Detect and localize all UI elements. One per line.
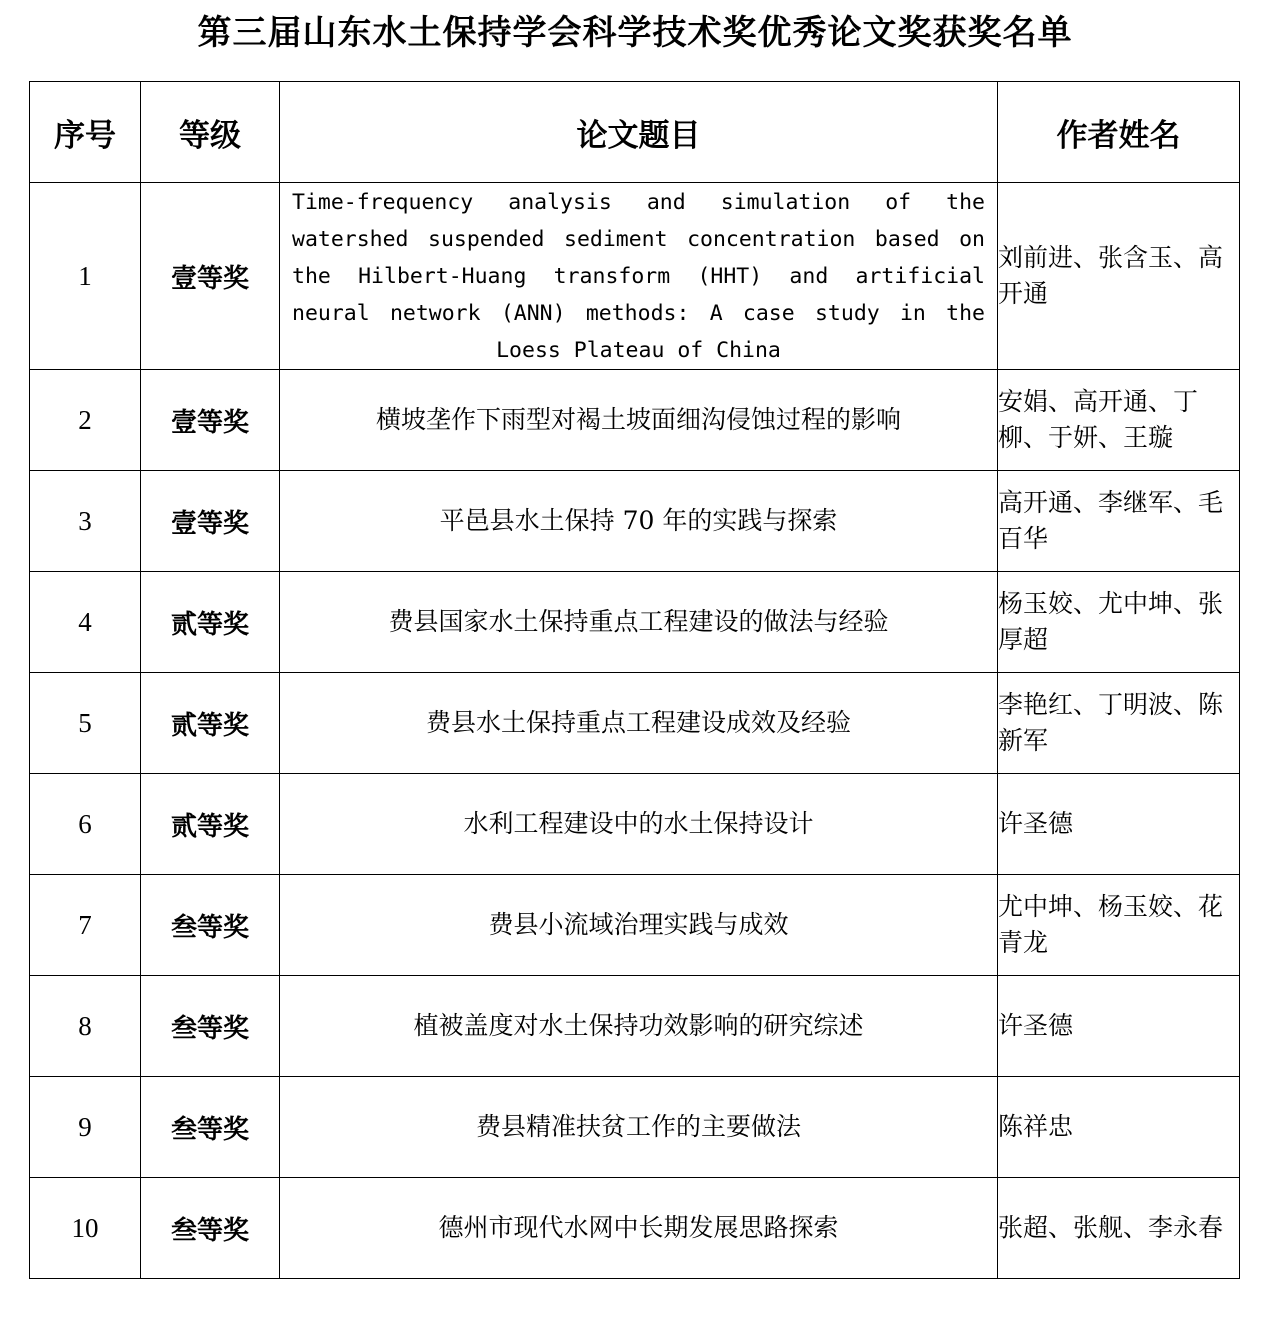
row-number: 1: [30, 183, 141, 370]
table-row: [30, 875, 1240, 976]
row-number: 9: [30, 1077, 141, 1178]
paper-title: 费县水土保持重点工程建设成效及经验: [280, 673, 998, 774]
award-grade: 叁等奖: [141, 1077, 280, 1178]
author-names: 安娟、高开通、丁柳、于妍、王璇: [998, 370, 1240, 471]
author-names: 李艳红、丁明波、陈新军: [998, 673, 1240, 774]
author-names: 高开通、李继军、毛百华: [998, 471, 1240, 572]
author-names: 陈祥忠: [998, 1077, 1240, 1178]
table-row: [30, 1077, 1240, 1178]
row-number: 8: [30, 976, 141, 1077]
header-title: 论文题目: [280, 82, 998, 183]
row-number: 2: [30, 370, 141, 471]
award-table: [29, 81, 1240, 1279]
award-grade: 贰等奖: [141, 572, 280, 673]
author-names: 许圣德: [998, 774, 1240, 875]
header-no: 序号: [30, 82, 141, 183]
row-number: 3: [30, 471, 141, 572]
document-title: 第三届山东水土保持学会科学技术奖优秀论文奖获奖名单: [197, 13, 1073, 53]
author-names: 杨玉姣、尤中坤、张厚超: [998, 572, 1240, 673]
paper-title: 横坡垄作下雨型对褐土坡面细沟侵蚀过程的影响: [280, 370, 998, 471]
table-row: [30, 370, 1240, 471]
paper-title: 平邑县水土保持 70 年的实践与探索: [280, 471, 998, 572]
row-number: 10: [30, 1178, 141, 1279]
row-number: 5: [30, 673, 141, 774]
table-row: [30, 471, 1240, 572]
table-row: [30, 673, 1240, 774]
paper-title: 费县精准扶贫工作的主要做法: [280, 1077, 998, 1178]
paper-title: 德州市现代水网中长期发展思路探索: [280, 1178, 998, 1279]
paper-title: 水利工程建设中的水土保持设计: [280, 774, 998, 875]
table-header-row: [30, 82, 1240, 183]
author-names: 尤中坤、杨玉姣、花青龙: [998, 875, 1240, 976]
row-number: 6: [30, 774, 141, 875]
award-grade: 壹等奖: [141, 183, 280, 370]
author-names: 张超、张舰、李永春: [998, 1178, 1240, 1279]
award-grade: 贰等奖: [141, 774, 280, 875]
table-row: [30, 1178, 1240, 1279]
award-grade: 叁等奖: [141, 875, 280, 976]
paper-title: 费县小流域治理实践与成效: [280, 875, 998, 976]
award-grade: 叁等奖: [141, 1178, 280, 1279]
award-grade: 叁等奖: [141, 976, 280, 1077]
award-grade: 壹等奖: [141, 370, 280, 471]
row-number: 4: [30, 572, 141, 673]
award-grade: 壹等奖: [141, 471, 280, 572]
table-row: [30, 774, 1240, 875]
author-names: 刘前进、张含玉、高开通: [998, 183, 1240, 370]
table-row: [30, 572, 1240, 673]
header-authors: 作者姓名: [998, 82, 1240, 183]
table-row: [30, 976, 1240, 1077]
table-row: [30, 183, 1240, 370]
paper-title: 费县国家水土保持重点工程建设的做法与经验: [280, 572, 998, 673]
author-names: 许圣德: [998, 976, 1240, 1077]
row-number: 7: [30, 875, 141, 976]
paper-title: 植被盖度对水土保持功效影响的研究综述: [280, 976, 998, 1077]
paper-title: Time-frequency analysis and simulation of the watershed suspended sediment concentration based on the Hilbert-Huang transform (HHT) and artificial neural network (ANN) methods: A case study in the Loess Plateau of China: [280, 183, 998, 370]
header-grade: 等级: [141, 82, 280, 183]
award-grade: 贰等奖: [141, 673, 280, 774]
